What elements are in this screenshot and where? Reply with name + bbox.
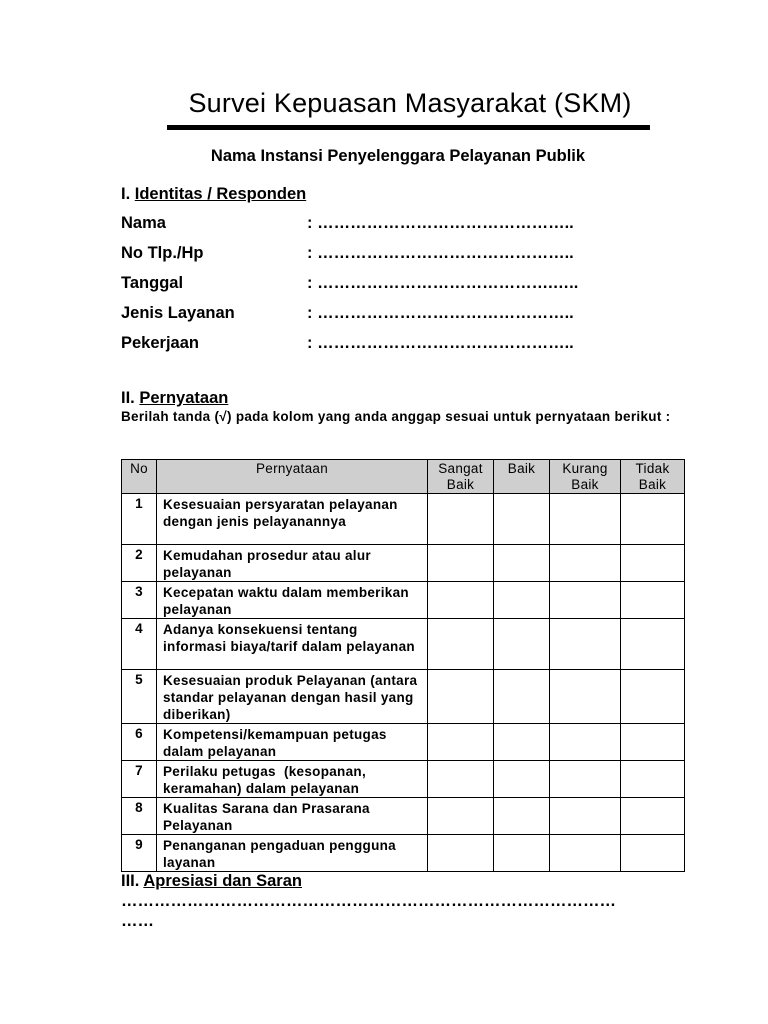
saran-fill-line-2[interactable]: …… — [121, 912, 154, 930]
checkbox-baik[interactable] — [494, 670, 550, 724]
checkbox-sangat-baik[interactable] — [428, 835, 494, 872]
table-row — [122, 670, 685, 724]
row-statement: Kesesuaian persyaratan pelayanan dengan jenis pelayanannya — [157, 494, 428, 545]
checkbox-sangat-baik[interactable] — [428, 670, 494, 724]
checkbox-tidak-baik[interactable] — [621, 798, 685, 835]
checkbox-kurang-baik[interactable] — [550, 494, 621, 545]
checkbox-kurang-baik[interactable] — [550, 761, 621, 798]
field-fill-line[interactable]: : …………………………………….….. — [307, 274, 579, 292]
field-fill-line[interactable]: : ……………………………………….. — [307, 334, 574, 352]
checkbox-sangat-baik[interactable] — [428, 494, 494, 545]
row-number: 3 — [122, 582, 157, 619]
checkbox-tidak-baik[interactable] — [621, 619, 685, 670]
col-header-pernyataan: Pernyataan — [157, 460, 428, 494]
checkbox-tidak-baik[interactable] — [621, 582, 685, 619]
section-3-title: Apresiasi dan Saran — [143, 872, 302, 890]
section-2-heading — [121, 389, 228, 408]
checkbox-kurang-baik[interactable] — [550, 670, 621, 724]
row-statement: Kompetensi/kemampuan petugas dalam pelayanan — [157, 724, 428, 761]
checkbox-kurang-baik[interactable] — [550, 545, 621, 582]
checkbox-kurang-baik[interactable] — [550, 835, 621, 872]
checkbox-tidak-baik[interactable] — [621, 835, 685, 872]
checkbox-kurang-baik[interactable] — [550, 798, 621, 835]
checkbox-baik[interactable] — [494, 619, 550, 670]
col-header-no: No — [122, 460, 157, 494]
table-row — [122, 494, 685, 545]
field-fill-line[interactable]: : ……………………………………….. — [307, 214, 574, 232]
checkbox-kurang-baik[interactable] — [550, 582, 621, 619]
row-statement: Kecepatan waktu dalam memberikan pelayanan — [157, 582, 428, 619]
checkbox-tidak-baik[interactable] — [621, 545, 685, 582]
row-number: 4 — [122, 619, 157, 670]
checkbox-sangat-baik[interactable] — [428, 582, 494, 619]
table-row — [122, 835, 685, 872]
table-row — [122, 545, 685, 582]
section-3-number: III. — [121, 872, 140, 890]
table-row — [122, 761, 685, 798]
checkbox-sangat-baik[interactable] — [428, 798, 494, 835]
col-header-baik: Baik — [494, 460, 550, 494]
checkbox-baik[interactable] — [494, 724, 550, 761]
section-1-number: I. — [121, 185, 131, 203]
table-row — [122, 724, 685, 761]
checkbox-tidak-baik[interactable] — [621, 494, 685, 545]
row-number: 5 — [122, 670, 157, 724]
field-label: Jenis Layanan — [121, 304, 235, 322]
instruction-text: Berilah tanda (√) pada kolom yang anda anggap sesuai untuk pernyataan berikut : — [121, 409, 671, 424]
field-label: Pekerjaan — [121, 334, 199, 352]
row-statement: Kemudahan prosedur atau alur pelayanan — [157, 545, 428, 582]
section-1-heading — [121, 185, 306, 204]
checkbox-baik[interactable] — [494, 494, 550, 545]
checkbox-kurang-baik[interactable] — [550, 619, 621, 670]
table-row — [122, 798, 685, 835]
table-row — [122, 582, 685, 619]
row-statement: Adanya konsekuensi tentang informasi biaya/tarif dalam pelayanan — [157, 619, 428, 670]
row-number: 6 — [122, 724, 157, 761]
row-number: 2 — [122, 545, 157, 582]
row-statement: Kesesuaian produk Pelayanan (antara standar pelayanan dengan hasil yang diberikan) — [157, 670, 428, 724]
field-label: Tanggal — [121, 274, 184, 292]
checkbox-tidak-baik[interactable] — [621, 761, 685, 798]
row-number: 8 — [122, 798, 157, 835]
checkbox-sangat-baik[interactable] — [428, 761, 494, 798]
checkbox-kurang-baik[interactable] — [550, 724, 621, 761]
checkbox-tidak-baik[interactable] — [621, 670, 685, 724]
field-label: No Tlp./Hp — [121, 244, 204, 262]
table-header-row — [122, 460, 685, 494]
checkbox-tidak-baik[interactable] — [621, 724, 685, 761]
row-number: 7 — [122, 761, 157, 798]
col-header-sangat-baik: Sangat Baik — [428, 460, 494, 494]
checkbox-sangat-baik[interactable] — [428, 619, 494, 670]
title-underline — [167, 125, 650, 130]
field-fill-line[interactable]: : ……………………………………….. — [307, 304, 574, 322]
row-statement: Penanganan pengaduan pengguna layanan — [157, 835, 428, 872]
col-header-tidak-baik: Tidak Baik — [621, 460, 685, 494]
checkbox-baik[interactable] — [494, 545, 550, 582]
row-statement: Kualitas Sarana dan Prasarana Pelayanan — [157, 798, 428, 835]
page-subtitle: Nama Instansi Penyelenggara Pelayanan Publik — [210, 147, 586, 165]
checkbox-baik[interactable] — [494, 582, 550, 619]
row-statement: Perilaku petugas (kesopanan, keramahan) dalam pelayanan — [157, 761, 428, 798]
checkbox-baik[interactable] — [494, 798, 550, 835]
section-3-heading — [121, 872, 302, 891]
section-2-number: II. — [121, 389, 135, 407]
page-title: Survei Kepuasan Masyarakat (SKM) — [188, 88, 632, 118]
saran-fill-line-1[interactable]: ……………………………………………………………………………… — [121, 892, 616, 910]
field-label: Nama — [121, 214, 166, 232]
checkbox-sangat-baik[interactable] — [428, 545, 494, 582]
row-number: 1 — [122, 494, 157, 545]
checkbox-sangat-baik[interactable] — [428, 724, 494, 761]
section-1-title: Identitas / Responden — [134, 185, 307, 203]
section-2-title: Pernyataan — [139, 389, 229, 407]
checkbox-baik[interactable] — [494, 761, 550, 798]
survey-table — [121, 459, 685, 872]
table-row — [122, 619, 685, 670]
field-fill-line[interactable]: : ……………………………………….. — [307, 244, 574, 262]
checkbox-baik[interactable] — [494, 835, 550, 872]
row-number: 9 — [122, 835, 157, 872]
col-header-kurang-baik: Kurang Baik — [550, 460, 621, 494]
